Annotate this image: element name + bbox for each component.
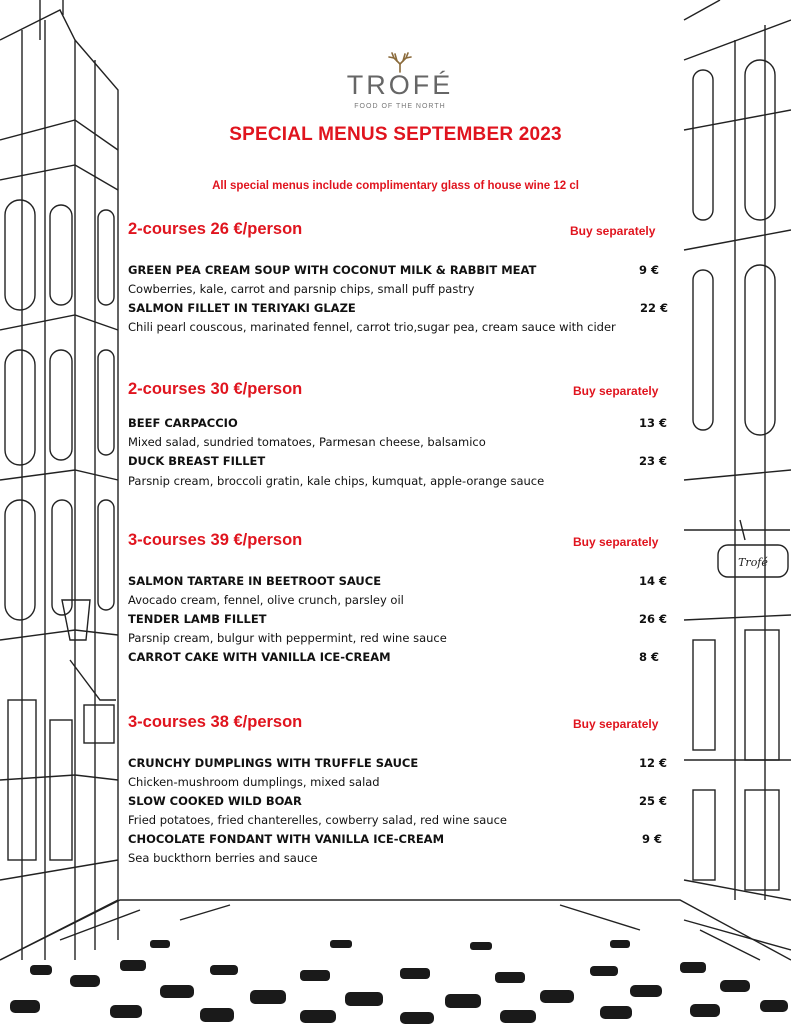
dish-name: CHOCOLATE FONDANT WITH VANILLA ICE-CREAM bbox=[128, 832, 445, 846]
dish-description: Parsnip cream, bulgur with peppermint, red wine sauce bbox=[128, 631, 447, 645]
brand-tagline: FOOD OF THE NORTH bbox=[354, 103, 446, 110]
buy-separately-label: Buy separately bbox=[573, 717, 659, 731]
dish-name: SALMON FILLET IN TERIYAKI GLAZE bbox=[128, 301, 356, 315]
dish-price: 22 € bbox=[640, 301, 669, 315]
page-title: SPECIAL MENUS SEPTEMBER 2023 bbox=[229, 124, 562, 145]
section-title: 3-courses 39 €/person bbox=[128, 531, 303, 549]
dish-name: TENDER LAMB FILLET bbox=[128, 612, 267, 626]
brand-name: TROFÉ bbox=[346, 70, 454, 100]
dish-description: Chicken-mushroom dumplings, mixed salad bbox=[128, 775, 380, 789]
dish-price: 23 € bbox=[639, 454, 668, 468]
buy-separately-label: Buy separately bbox=[570, 224, 656, 238]
dish-name: BEEF CARPACCIO bbox=[128, 416, 238, 430]
dish-name: GREEN PEA CREAM SOUP WITH COCONUT MILK & RABBIT MEAT bbox=[128, 263, 537, 277]
dish-price: 25 € bbox=[639, 794, 668, 808]
dish-description: Sea buckthorn berries and sauce bbox=[128, 851, 318, 865]
dish-description: Chili pearl couscous, marinated fennel, carrot trio,sugar pea, cream sauce with cider bbox=[128, 320, 616, 334]
dish-name: SALMON TARTARE IN BEETROOT SAUCE bbox=[128, 574, 382, 588]
dish-price: 8 € bbox=[639, 650, 660, 664]
brand-logo bbox=[335, 52, 465, 124]
dish-name: SLOW COOKED WILD BOAR bbox=[128, 794, 302, 808]
dish-description: Fried potatoes, fried chanterelles, cowberry salad, red wine sauce bbox=[128, 813, 507, 827]
section-title: 3-courses 38 €/person bbox=[128, 713, 303, 731]
dish-name: CARROT CAKE WITH VANILLA ICE-CREAM bbox=[128, 650, 391, 664]
dish-price: 13 € bbox=[639, 416, 668, 430]
dish-description: Cowberries, kale, carrot and parsnip chips, small puff pastry bbox=[128, 282, 475, 296]
dish-price: 26 € bbox=[639, 612, 668, 626]
buy-separately-label: Buy separately bbox=[573, 535, 659, 549]
buy-separately-label: Buy separately bbox=[573, 384, 659, 398]
dish-price: 12 € bbox=[639, 756, 668, 770]
dish-name: CRUNCHY DUMPLINGS WITH TRUFFLE SAUCE bbox=[128, 756, 419, 770]
dish-price: 14 € bbox=[639, 574, 668, 588]
wine-note: All special menus include complimentary glass of house wine 12 cl bbox=[212, 180, 579, 192]
section-title: 2-courses 26 €/person bbox=[128, 220, 303, 238]
dish-price: 9 € bbox=[639, 263, 660, 277]
dish-price: 9 € bbox=[642, 832, 663, 846]
dish-name: DUCK BREAST FILLET bbox=[128, 454, 266, 468]
dish-description: Parsnip cream, broccoli gratin, kale chips, kumquat, apple-orange sauce bbox=[128, 474, 545, 488]
section-title: 2-courses 30 €/person bbox=[128, 380, 303, 398]
dish-description: Mixed salad, sundried tomatoes, Parmesan cheese, balsamico bbox=[128, 435, 486, 449]
dish-description: Avocado cream, fennel, olive crunch, parsley oil bbox=[128, 593, 404, 607]
hanging-sign-text: Trofé bbox=[738, 556, 768, 569]
